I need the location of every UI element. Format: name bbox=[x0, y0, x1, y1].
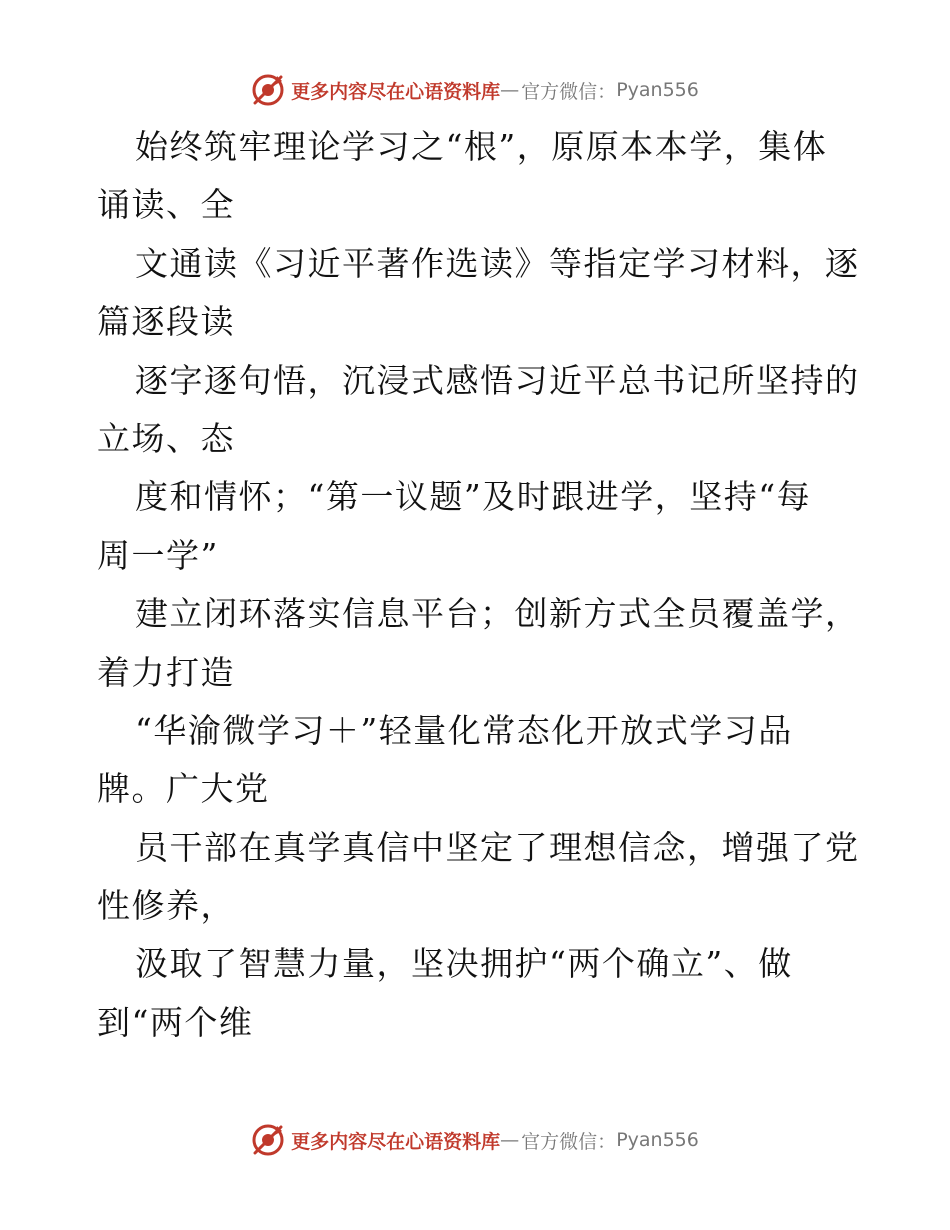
body-line: 汲取了智慧力量，坚决拥护“两个确立”、做 bbox=[135, 944, 793, 984]
body-line: 文通读《习近平著作选读》等指定学习材料，逐 bbox=[135, 243, 860, 283]
body-line: 诵读、全 bbox=[97, 185, 235, 225]
body-line: 牌。广大党 bbox=[97, 769, 270, 809]
body-line: 性修养， bbox=[97, 886, 235, 926]
body-line: 度和情怀；“第一议题”及时跟进学，坚持“每 bbox=[135, 477, 812, 517]
body-line: 员干部在真学真信中坚定了理想信念，增强了党 bbox=[135, 827, 860, 867]
watermark-wechat-label: 官方微信： bbox=[521, 1130, 617, 1153]
watermark-wechat-label: 官方微信： bbox=[521, 80, 617, 103]
footer-watermark bbox=[0, 1120, 950, 1160]
body-line: 着力打造 bbox=[97, 652, 235, 692]
watermark-brand: 更多内容尽在心语资料库 bbox=[291, 80, 501, 103]
watermark-wechat-id: Pyan556 bbox=[616, 1129, 699, 1151]
body-line: 逐字逐句悟，沉浸式感悟习近平总书记所坚持的 bbox=[135, 360, 860, 400]
watermark-brand: 更多内容尽在心语资料库 bbox=[291, 1130, 501, 1153]
body-line: 篇逐段读 bbox=[97, 302, 235, 342]
body-line: 建立闭环落实信息平台；创新方式全员覆盖学， bbox=[135, 594, 860, 634]
body-line: 到“两个维 bbox=[97, 1002, 254, 1042]
document-body bbox=[97, 118, 860, 1052]
watermark-wechat-id: Pyan556 bbox=[616, 79, 699, 101]
quill-logo-icon bbox=[251, 73, 285, 107]
body-line: 始终筑牢理论学习之“根”，原原本本学，集体 bbox=[135, 127, 828, 166]
body-line: “华渝微学习＋”轻量化常态化开放式学习品 bbox=[135, 710, 793, 750]
header-watermark bbox=[0, 70, 950, 110]
quill-logo-icon bbox=[251, 1123, 285, 1157]
body-line: 周一学” bbox=[97, 535, 219, 575]
body-line: 立场、态 bbox=[97, 418, 235, 458]
watermark-separator: — bbox=[500, 79, 520, 101]
watermark-separator: — bbox=[500, 1129, 520, 1151]
